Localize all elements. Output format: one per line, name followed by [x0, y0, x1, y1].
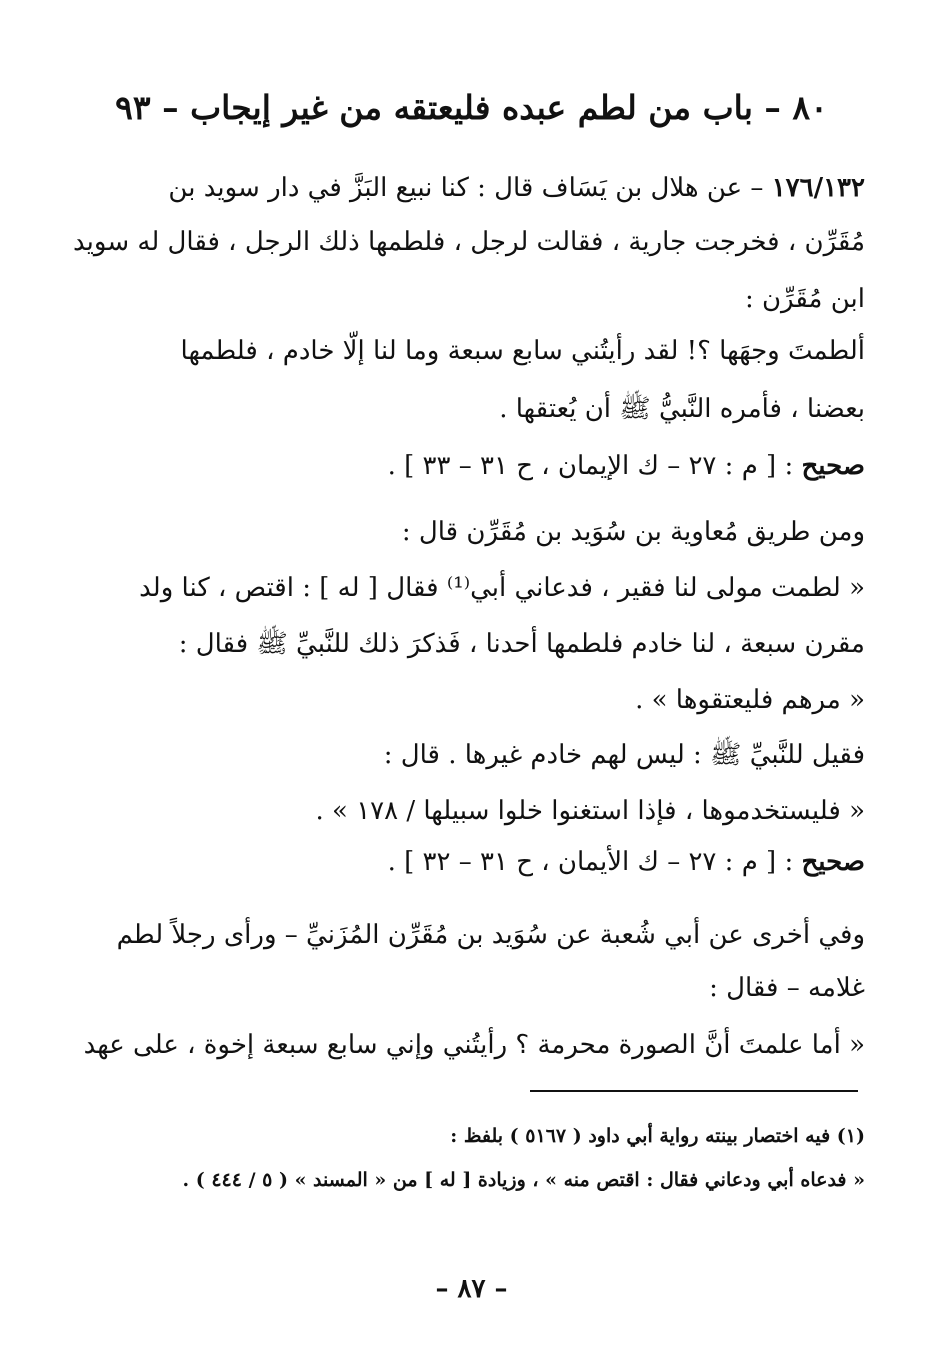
footnote-line-1: (١) فيه اختصار بينته رواية أبي داود ( ٥١٦٧ ) بلفظ :	[450, 1125, 865, 1147]
second-line-5: فقيل للنَّبيِّ ﷺ : ليس لهم خادم غيرها . قال :	[383, 740, 865, 770]
footnote-line-2: « فدعاه أبي ودعاني فقال : اقتص منه » ، وزيادة [ له ] من « المسند » ( ٥ / ٤٤٤ ) .	[182, 1169, 865, 1191]
grade-reference: : [ م : ٢٧ – ك الإيمان ، ح ٣١ – ٣٣ ] .	[387, 451, 802, 481]
third-line-2: غلامه – فقال :	[709, 973, 865, 1003]
second-line-3: مقرن سبعة ، لنا خادم فلطمها أحدنا ، فَذكرَ ذلك للنَّبيِّ ﷺ فقال :	[178, 629, 865, 659]
second-line-2: « لطمت مولى لنا فقير ، فدعاني أبي⁽¹⁾ فقال [ له ] : اقتص ، كنا ولد	[139, 573, 865, 603]
grade-line-1	[95, 446, 865, 486]
hadith-line-5: بعضنا ، فأمره النَّبيُّ ﷺ أن يُعتقها .	[499, 394, 865, 424]
second-line-4: « مرهم فليعتقوها » .	[635, 685, 865, 715]
footnote-divider	[530, 1090, 858, 1092]
hadith-line-3: ابن مُقَرِّن :	[744, 284, 865, 314]
second-line-6: « فليستخدموها ، فإذا استغنوا خلوا سبيلها / ١٧٨ » .	[315, 796, 865, 826]
chapter-heading: ٨٠ – باب من لطم عبده فليعتقه من غير إيجاب – ٩٣	[115, 88, 828, 127]
hadith-text: – عن هلال بن يَسَاف قال : كنا نبيع البَزَّ في دار سويد بن	[168, 173, 772, 203]
third-line-3: « أما علمتَ أنَّ الصورة محرمة ؟ رأيتُني وإني سابع سبعة إخوة ، على عهد	[83, 1030, 865, 1060]
third-line-1: وفي أخرى عن أبي شُعبة عن سُوَيد بن مُقَرِّن المُزَنيِّ – ورأى رجلاً لطم	[116, 920, 865, 950]
second-line-1: ومن طريق مُعاوية بن سُوَيد بن مُقَرِّن قال :	[401, 517, 865, 547]
grade-line-2	[95, 842, 865, 882]
grade-reference: : [ م : ٢٧ – ك الأيمان ، ح ٣١ – ٣٢ ] .	[387, 847, 802, 877]
hadith-line-1	[95, 168, 865, 208]
grade-label: صحيح	[801, 451, 865, 481]
hadith-line-4: ألطمتَ وجهَها ؟! لقد رأيتُني سابع سبعة وما لنا إلّا خادم ، فلطمها	[180, 336, 865, 366]
hadith-line-2: مُقَرِّن ، فخرجت جارية ، فقالت لرجل ، فلطمها ذلك الرجل ، فقال له سويد	[73, 227, 865, 257]
hadith-number: ١٧٦/١٣٢	[771, 173, 865, 203]
grade-label: صحيح	[801, 847, 865, 877]
page-number: – ٨٧ –	[435, 1274, 508, 1304]
